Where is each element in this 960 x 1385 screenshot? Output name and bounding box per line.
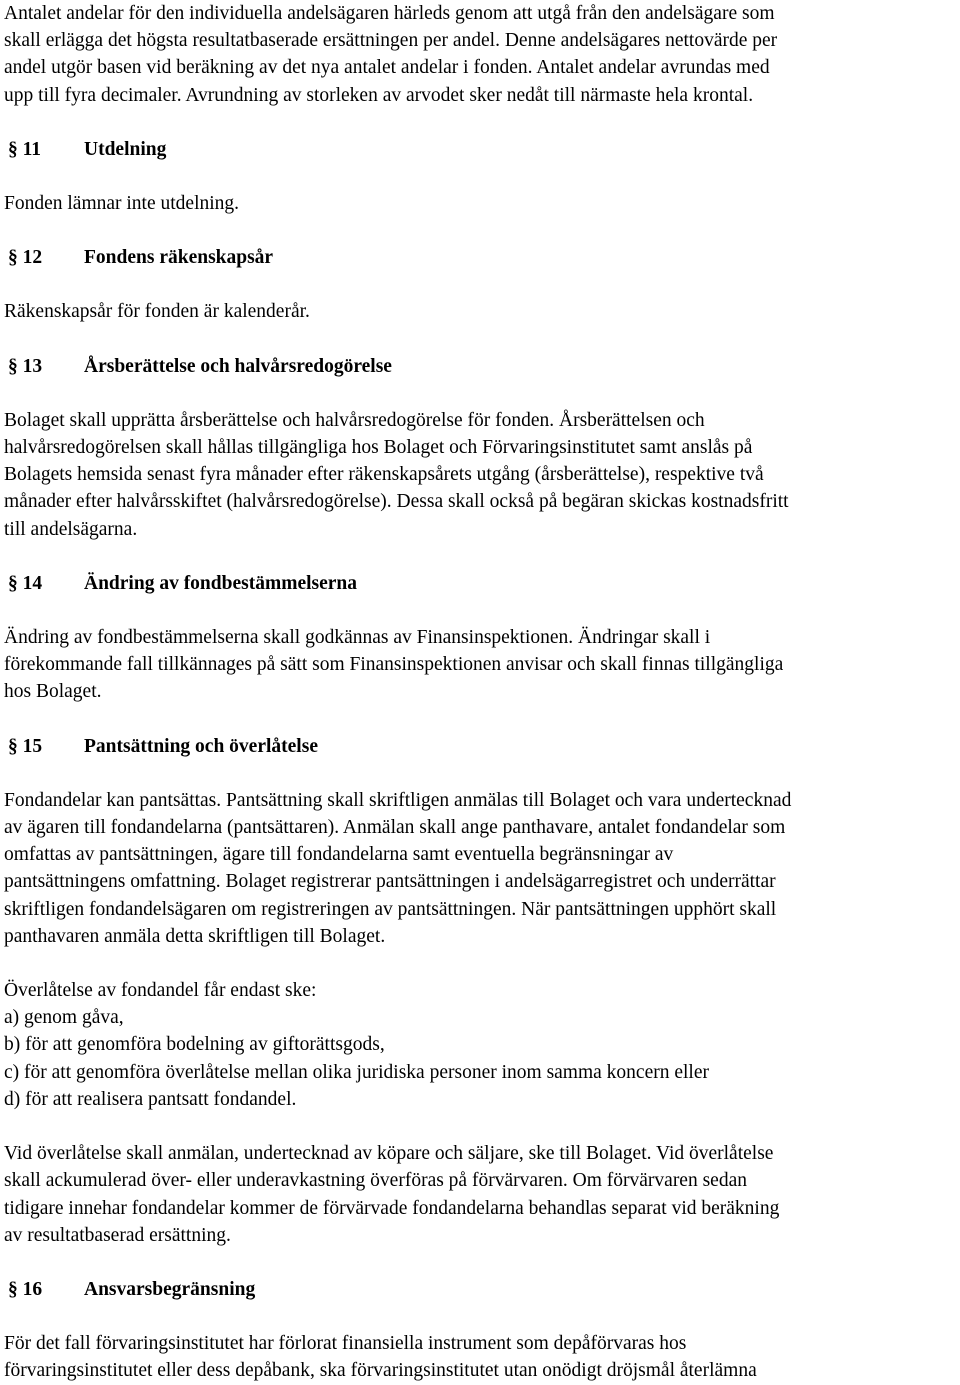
section-title: Ansvarsbegränsning xyxy=(84,1278,256,1300)
text-line: omfattas av pantsättningen, ägare till fondandelarna samt eventuella begränsningar av xyxy=(4,844,674,866)
text-line: Bolagets hemsida senast fyra månader efter räkenskapsårets utgång (årsberättelse), respektive två xyxy=(4,464,764,486)
text-line: Bolaget skall upprätta årsberättelse och halvårsredogörelse för fonden. Årsberättelsen och xyxy=(4,409,705,431)
transfer-list xyxy=(4,977,956,1113)
text-line: av resultatbaserad ersättning. xyxy=(4,1224,231,1246)
text-line: tidigare innehar fondandelar kommer de förvärvade fondandelarna behandlas separat vid beräkning xyxy=(4,1197,780,1219)
section-heading-16 xyxy=(4,1276,956,1303)
section-body-13 xyxy=(4,407,956,543)
section-heading-11 xyxy=(4,136,956,163)
text-line: förekommande fall tillkännages på sätt som Finansinspektionen anvisar och skall finnas tillgängliga xyxy=(4,654,784,676)
section-body-11 xyxy=(4,190,956,217)
text-line: hos Bolaget. xyxy=(4,681,102,703)
text-line: Fonden lämnar inte utdelning. xyxy=(4,193,240,215)
section-number: § 16 xyxy=(8,1278,43,1300)
text-line: skall ackumulerad över- eller underavkastning överföras på förvärvaren. Om förvärvaren sedan xyxy=(4,1170,747,1192)
section-number: § 14 xyxy=(8,572,43,594)
section-heading-15 xyxy=(4,733,956,760)
document-page xyxy=(4,0,956,1385)
list-item: d) för att realisera pantsatt fondandel. xyxy=(4,1088,297,1110)
text-line: förvaringsinstitutet eller dess depåbank, ska förvaringsinstitutet utan onödigt dröjsmål återlämna xyxy=(4,1360,757,1382)
text-line: skall erlägga det högsta resultatbaserade ersättningen per andel. Denne andelsägares nettovärde per xyxy=(4,30,778,52)
text-line: av ägaren till fondandelarna (pantsättaren). Anmälan skall ange panthavare, antalet fondandelar som xyxy=(4,817,786,839)
section-body-12 xyxy=(4,298,956,325)
text-line: andel utgör basen vid beräkning av det nya antalet andelar i fonden. Antalet andelar avrundas med xyxy=(4,57,770,79)
section-title: Fondens räkenskapsår xyxy=(84,247,274,269)
section-title: Utdelning xyxy=(84,138,167,160)
text-line: Räkenskapsår för fonden är kalenderår. xyxy=(4,301,310,323)
text-line: skriftligen fondandelsägaren om registreringen av pantsättningen. När pantsättningen upphört skall xyxy=(4,898,777,920)
text-line: halvårsredogörelsen skall hållas tillgängliga hos Bolaget och Förvaringsinstitutet samt anslås på xyxy=(4,437,753,459)
text-line: Ändring av fondbestämmelserna skall godkännas av Finansinspektionen. Ändringar skall i xyxy=(4,627,711,649)
section-body-15-para1 xyxy=(4,787,956,950)
section-number: § 13 xyxy=(8,355,43,377)
text-line: pantsättningens omfattning. Bolaget registrerar pantsättningen i andelsägarregistret och underrättar xyxy=(4,871,776,893)
text-line: Vid överlåtelse skall anmälan, undertecknad av köpare och säljare, ske till Bolaget. Vid överlåtelse xyxy=(4,1143,774,1165)
section-title: Pantsättning och överlåtelse xyxy=(84,735,318,757)
section-body-15-para2 xyxy=(4,1140,956,1249)
text-line: För det fall förvaringsinstitutet har förlorat finansiella instrument som depåförvaras hos xyxy=(4,1333,687,1355)
list-intro: Överlåtelse av fondandel får endast ske: xyxy=(4,980,317,1002)
section-heading-12 xyxy=(4,244,956,271)
list-item: a) genom gåva, xyxy=(4,1007,124,1029)
text-line: upp till fyra decimaler. Avrundning av storleken av arvodet sker nedåt till närmaste hela krontal. xyxy=(4,84,754,106)
section-body-16 xyxy=(4,1330,956,1384)
section-title: Årsberättelse och halvårsredogörelse xyxy=(84,355,392,377)
section-number: § 12 xyxy=(8,247,43,269)
section-number: § 11 xyxy=(8,138,42,160)
section-heading-13 xyxy=(4,353,956,380)
section-title: Ändring av fondbestämmelserna xyxy=(84,572,358,594)
text-line: månader efter halvårsskiftet (halvårsredogörelse). Dessa skall också på begäran skickas kostnadsfritt xyxy=(4,491,789,513)
text-line: Fondandelar kan pantsättas. Pantsättning skall skriftligen anmälas till Bolaget och vara undertecknad xyxy=(4,789,792,811)
section-heading-14 xyxy=(4,570,956,597)
text-line: panthavaren anmäla detta skriftligen till Bolaget. xyxy=(4,925,386,947)
section-body-14 xyxy=(4,624,956,706)
section-number: § 15 xyxy=(8,735,43,757)
list-item: b) för att genomföra bodelning av giftorättsgods, xyxy=(4,1034,385,1056)
text-line: till andelsägarna. xyxy=(4,518,138,540)
list-item: c) för att genomföra överlåtelse mellan olika juridiska personer inom samma koncern eller xyxy=(4,1061,709,1083)
intro-paragraph xyxy=(4,0,956,109)
text-line: Antalet andelar för den individuella andelsägaren härleds genom att utgå från den andelsägare som xyxy=(4,3,775,24)
